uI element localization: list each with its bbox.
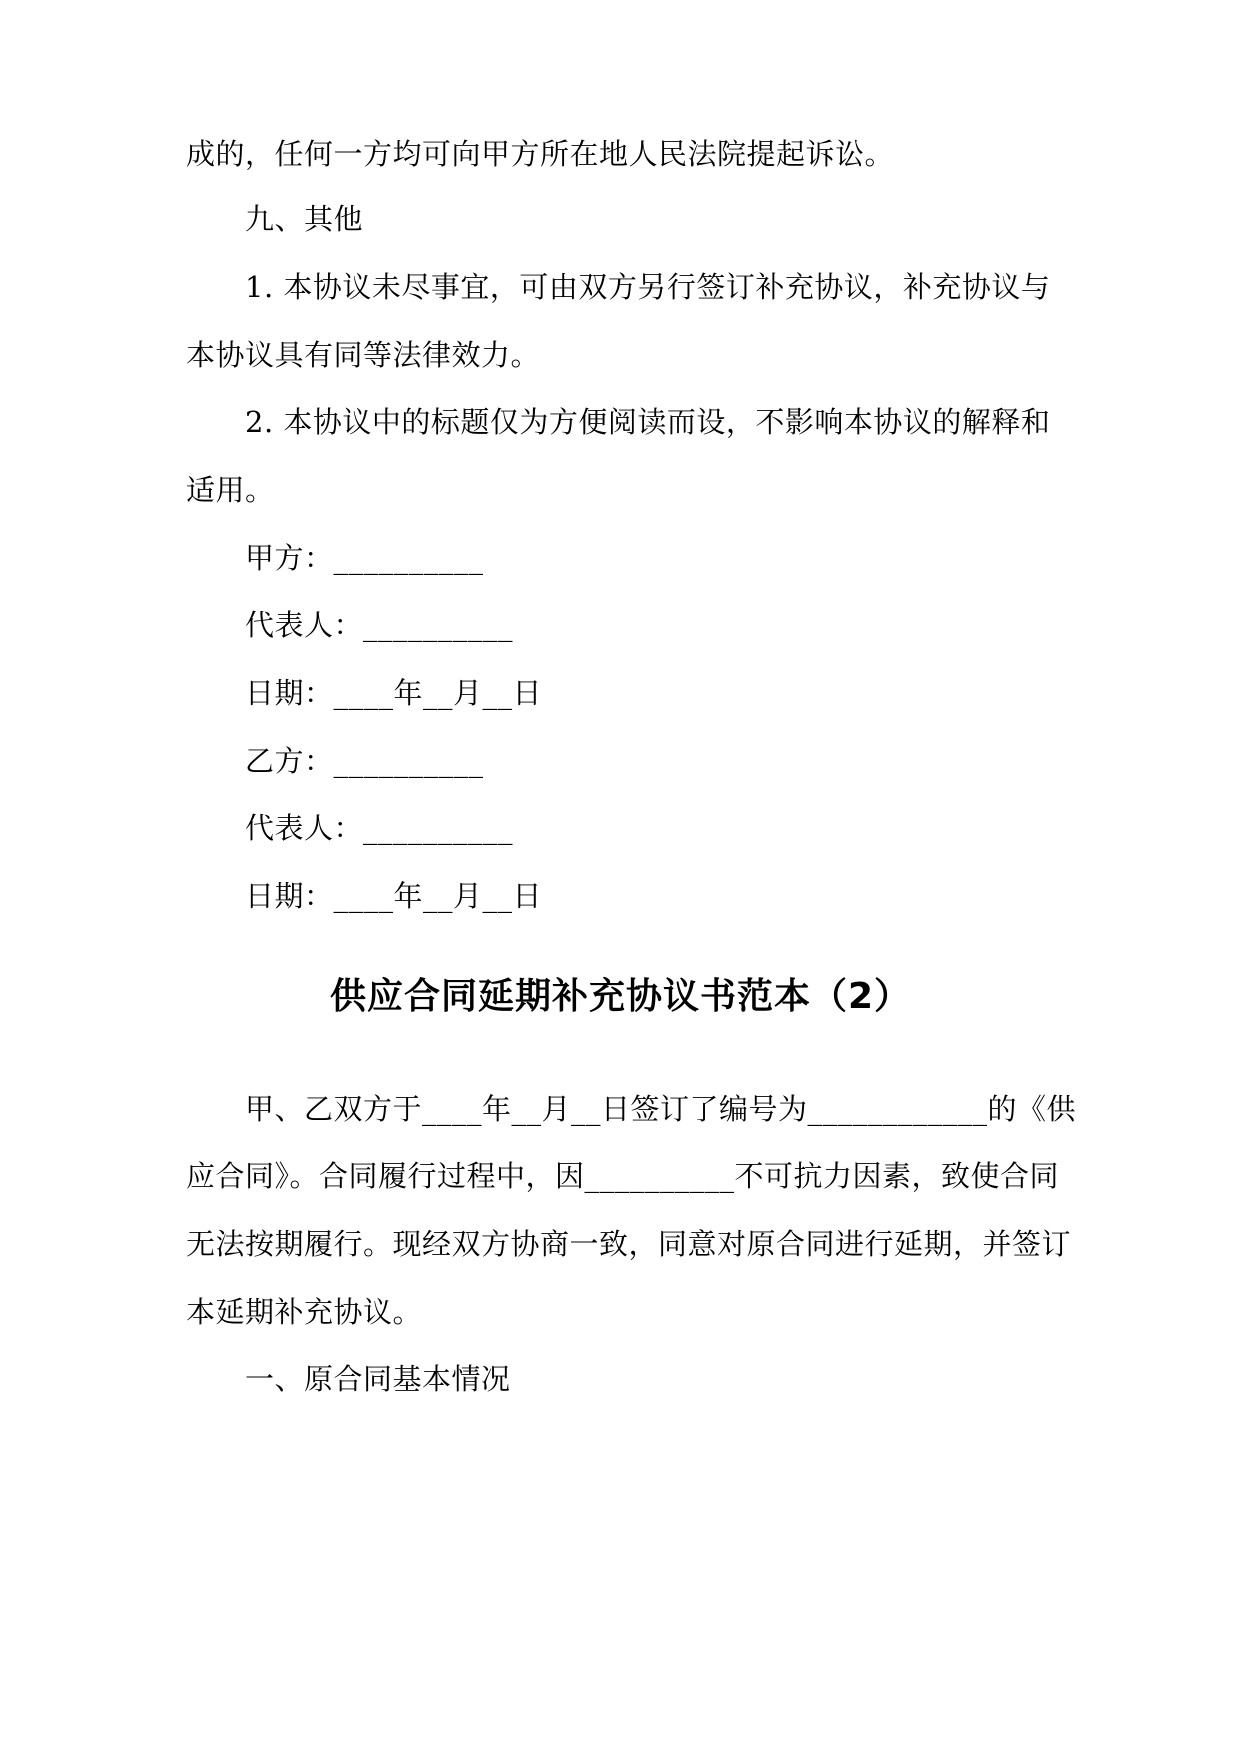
intro-line-1: 甲、乙双方于____年__月__日签订了编号为____________的《供 (245, 1092, 1077, 1126)
party-a-date: 日期：____年__月__日 (245, 676, 543, 710)
party-a-representative: 代表人：__________ (245, 608, 514, 642)
intro-line-2: 应合同》。合同履行过程中，因__________不可抗力因素，致使合同 (186, 1159, 1060, 1193)
party-a-signature: 甲方：__________ (245, 541, 484, 575)
intro-line-3: 无法按期履行。现经双方协商一致，同意对原合同进行延期，并签订 (186, 1227, 1072, 1261)
document-title: 供应合同延期补充协议书范本（2） (329, 976, 912, 1017)
party-b-signature: 乙方：__________ (245, 744, 484, 778)
section-heading-1: 一、原合同基本情况 (245, 1362, 511, 1396)
party-b-date: 日期：____年__月__日 (245, 879, 543, 913)
party-b-representative: 代表人：__________ (245, 811, 514, 845)
clause-2-line-2: 适用。 (186, 473, 275, 507)
clause-1-line-2: 本协议具有同等法律效力。 (186, 338, 541, 372)
clause-1-line-1: 1. 本协议未尽事宜，可由双方另行签订补充协议，补充协议与 (245, 270, 1051, 304)
clause-2-line-1: 2. 本协议中的标题仅为方便阅读而设，不影响本协议的解释和 (245, 405, 1051, 439)
intro-line-4: 本延期补充协议。 (186, 1295, 423, 1329)
continuation-paragraph: 成的，任何一方均可向甲方所在地人民法院提起诉讼。 (186, 137, 895, 171)
section-heading-9: 九、其他 (245, 202, 364, 236)
